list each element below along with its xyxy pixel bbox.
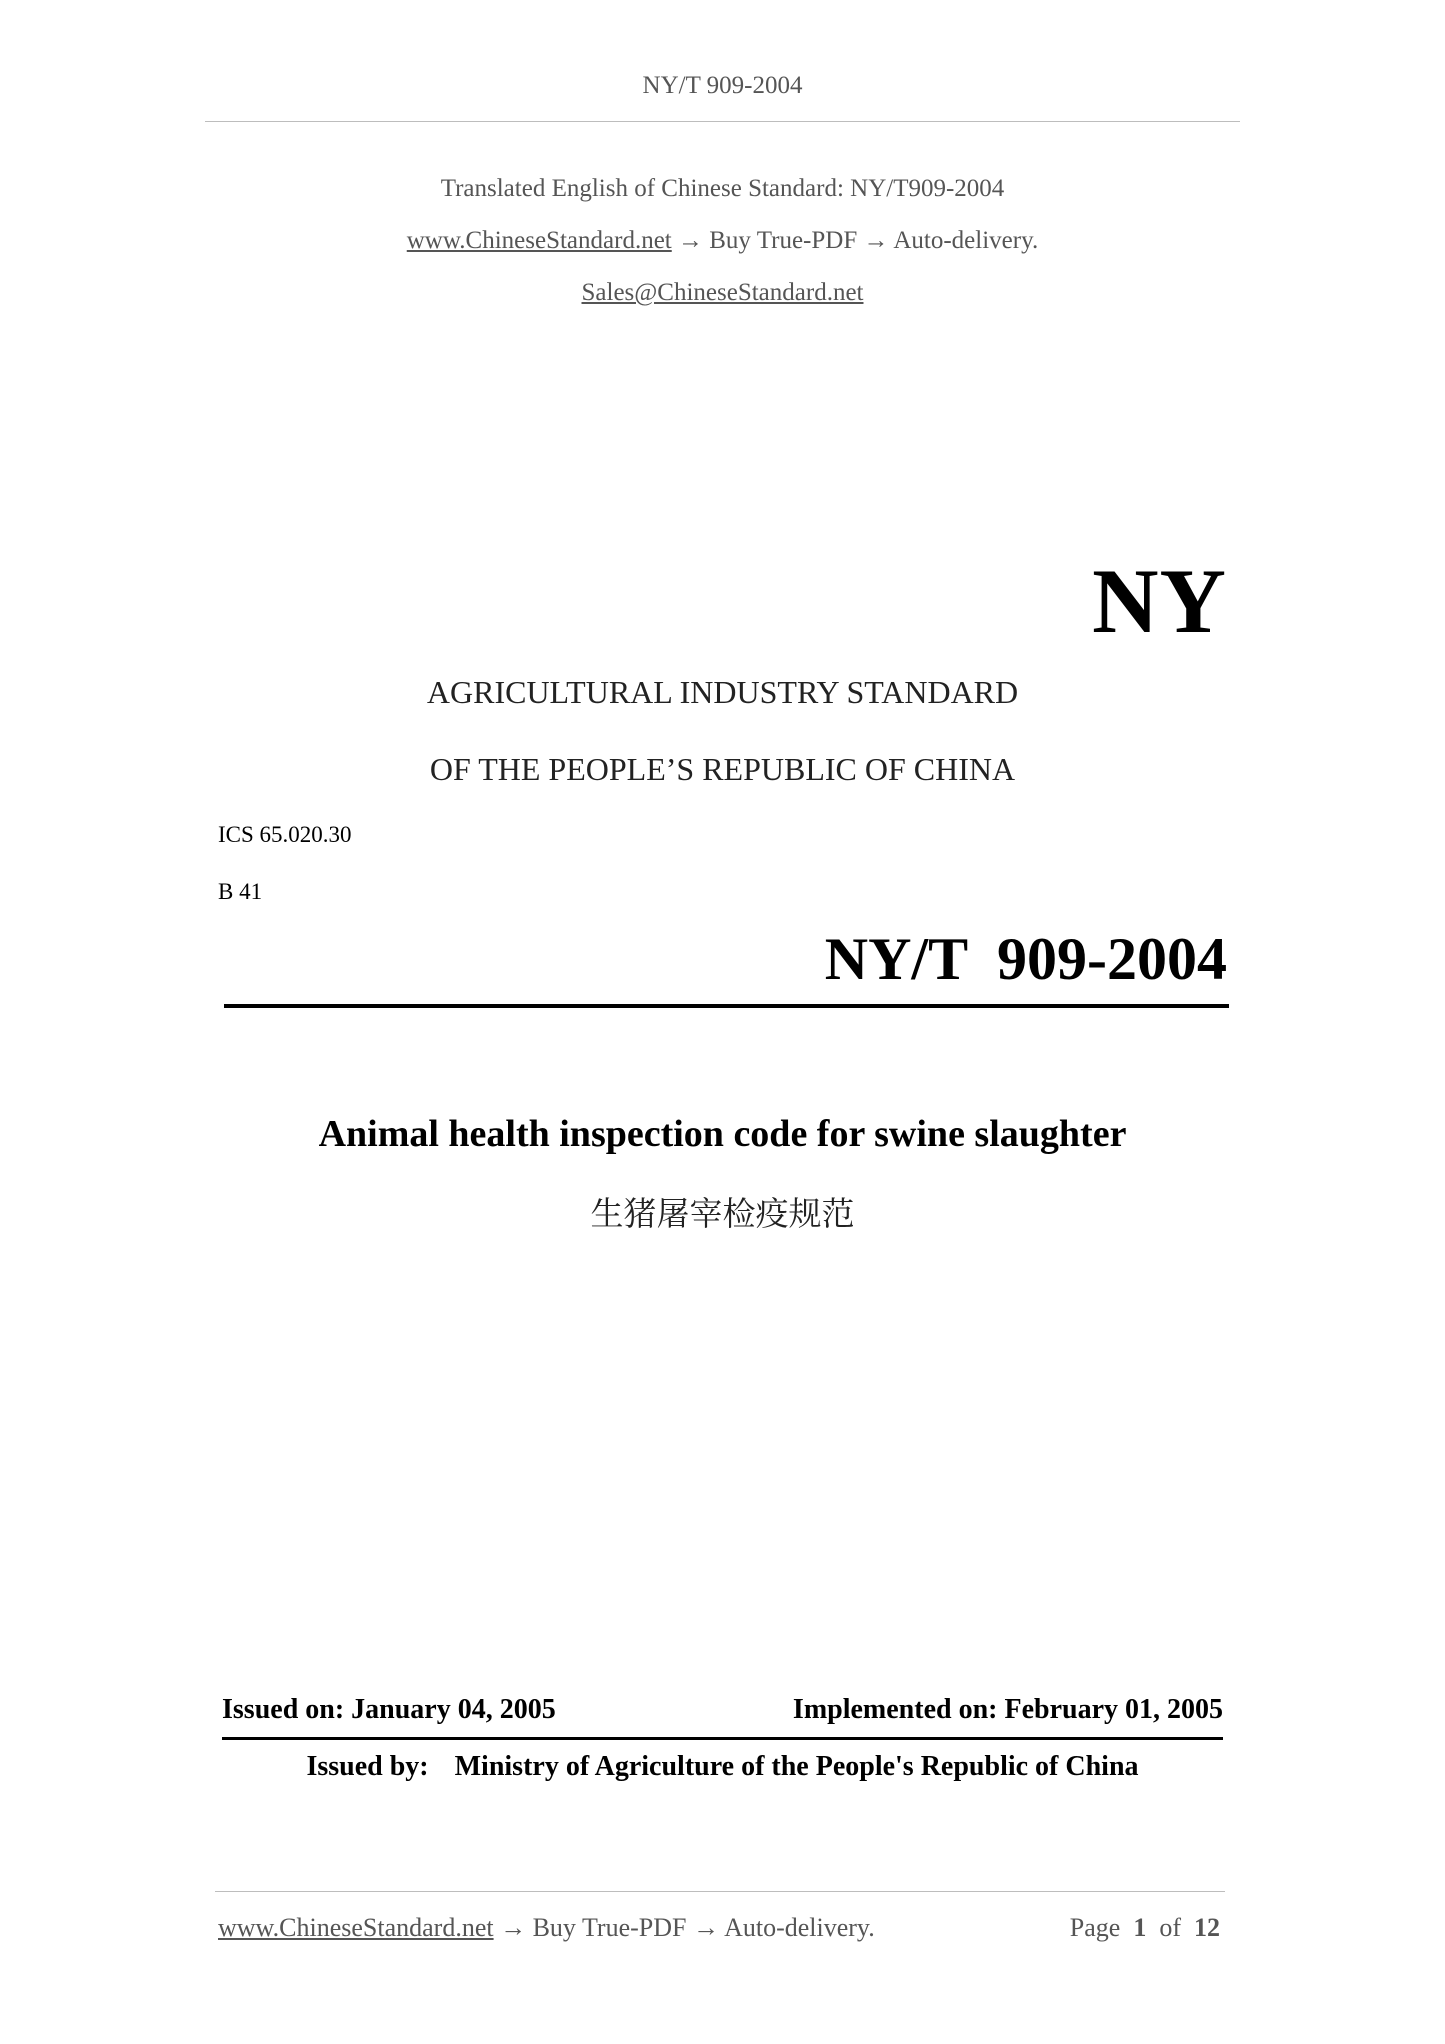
standard-number-rule — [224, 1004, 1229, 1008]
standard-category-line-1: AGRICULTURAL INDUSTRY STANDARD — [426, 674, 1019, 710]
page-current: 1 — [1133, 1913, 1147, 1942]
document-title: Animal health inspection code for swine slaughter — [318, 1113, 1127, 1155]
ccs-code: B 41 — [218, 879, 263, 904]
buy-text: Buy True-PDF — [709, 227, 858, 254]
page-label: Page — [1069, 1913, 1121, 1942]
standard-category-line-2: OF THE PEOPLE’S REPUBLIC OF CHINA — [429, 751, 1016, 787]
delivery-text: Auto-delivery. — [893, 227, 1039, 254]
issue-rule — [222, 1737, 1223, 1740]
issued-by — [0, 1751, 1445, 1783]
document-title-chinese: 生猪屠宰检疫规范 — [590, 1194, 855, 1233]
ics-code: ICS 65.020.30 — [218, 822, 352, 847]
page-total: 12 — [1194, 1913, 1220, 1942]
page-of: of — [1159, 1913, 1181, 1942]
email-line — [0, 279, 1445, 307]
implemented-on-date: Implemented on: February 01, 2005 — [792, 1694, 1223, 1725]
issued-on-date: Issued on: January 04, 2005 — [222, 1694, 556, 1725]
footer-promo — [218, 1913, 875, 1943]
header-rule — [205, 121, 1240, 122]
footer-buy-text: Buy True-PDF — [532, 1913, 687, 1942]
arrow-icon: → — [693, 1913, 719, 1942]
footer-delivery-text: Auto-delivery. — [724, 1913, 875, 1942]
footer-site-link[interactable]: www.ChineseStandard.net — [218, 1913, 494, 1942]
arrow-icon: → — [863, 227, 889, 254]
site-link[interactable]: www.ChineseStandard.net — [406, 227, 672, 254]
promo-line — [0, 227, 1445, 255]
email-link[interactable]: Sales@ChineseStandard.net — [581, 279, 864, 306]
arrow-icon: → — [500, 1913, 527, 1942]
arrow-icon: → — [678, 227, 703, 254]
standard-number: NY/T 909-2004 — [824, 926, 1227, 992]
standard-mark: NY — [1092, 550, 1227, 652]
issued-by-label: Issued by: — [306, 1751, 429, 1782]
footer-rule — [215, 1891, 1225, 1892]
issuing-authority: Ministry of Agriculture of the People's Republic of China — [454, 1751, 1139, 1782]
translation-notice: Translated English of Chinese Standard: NY/T909-2004 — [440, 175, 1005, 202]
running-head: NY/T 909-2004 — [642, 72, 803, 99]
page-indicator — [1070, 1913, 1220, 1943]
